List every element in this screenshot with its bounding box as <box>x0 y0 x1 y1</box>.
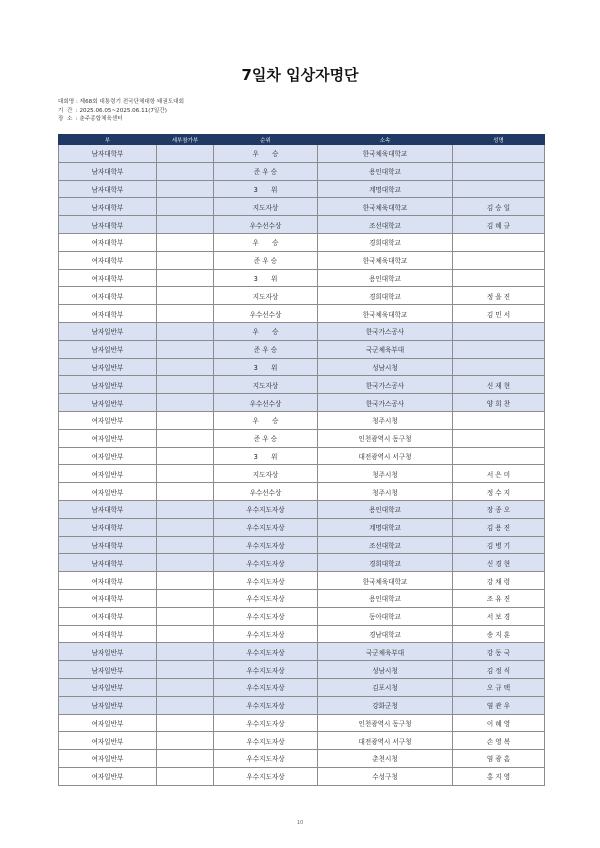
rank-cell: 우 승 <box>214 411 318 429</box>
name-cell <box>453 411 545 429</box>
rank-cell: 우 승 <box>214 145 318 163</box>
team-cell: 한국가스공사 <box>318 376 453 394</box>
rank-cell: 우수지도자상 <box>214 732 318 750</box>
rank-cell: 지도자상 <box>214 376 318 394</box>
sub-division-cell <box>157 216 214 234</box>
division-cell: 남자일반부 <box>59 394 157 412</box>
sub-division-cell <box>157 322 214 340</box>
team-cell: 춘천시청 <box>318 750 453 768</box>
sub-division-cell <box>157 429 214 447</box>
division-cell: 남자대학부 <box>59 145 157 163</box>
header-division: 부 <box>59 135 157 145</box>
table-row <box>59 287 545 305</box>
team-cell: 대전광역시 서구청 <box>318 447 453 465</box>
name-cell: 강 채 령 <box>453 572 545 590</box>
team-cell: 한국체육대학교 <box>318 145 453 163</box>
sub-division-cell <box>157 447 214 465</box>
table-row <box>59 465 545 483</box>
sub-division-cell <box>157 714 214 732</box>
name-cell <box>453 145 545 163</box>
sub-division-cell <box>157 358 214 376</box>
sub-division-cell <box>157 483 214 501</box>
sub-division-cell <box>157 198 214 216</box>
sub-division-cell <box>157 394 214 412</box>
sub-division-cell <box>157 411 214 429</box>
table-row <box>59 625 545 643</box>
name-cell: 장 종 오 <box>453 500 545 518</box>
name-cell: 송 지 훈 <box>453 625 545 643</box>
table-row <box>59 305 545 323</box>
division-cell: 남자대학부 <box>59 500 157 518</box>
sub-division-cell <box>157 162 214 180</box>
page-title: 7일차 입상자명단 <box>241 66 359 84</box>
division-cell: 남자일반부 <box>59 696 157 714</box>
team-cell: 김포시청 <box>318 678 453 696</box>
name-cell: 오 규 택 <box>453 678 545 696</box>
table-row <box>59 678 545 696</box>
table-row <box>59 429 545 447</box>
team-cell: 인천광역시 동구청 <box>318 429 453 447</box>
team-cell: 경희대학교 <box>318 287 453 305</box>
division-cell: 남자대학부 <box>59 180 157 198</box>
team-cell: 인천광역시 동구청 <box>318 714 453 732</box>
sub-division-cell <box>157 536 214 554</box>
name-cell: 강 동 국 <box>453 643 545 661</box>
name-cell: 양 희 찬 <box>453 394 545 412</box>
sub-division-cell <box>157 518 214 536</box>
division-cell: 남자대학부 <box>59 554 157 572</box>
division-cell: 남자대학부 <box>59 198 157 216</box>
sub-division-cell <box>157 376 214 394</box>
rank-cell: 우수지도자상 <box>214 643 318 661</box>
rank-cell: 3 위 <box>214 180 318 198</box>
name-cell: 염 관 우 <box>453 696 545 714</box>
team-cell: 수성구청 <box>318 767 453 785</box>
rank-cell: 준 우 승 <box>214 251 318 269</box>
rank-cell: 우수선수상 <box>214 305 318 323</box>
team-cell: 한국체육대학교 <box>318 251 453 269</box>
event-period-label: 기 간 <box>58 107 73 114</box>
team-cell: 경남대학교 <box>318 625 453 643</box>
division-cell: 남자일반부 <box>59 661 157 679</box>
table-row <box>59 518 545 536</box>
name-cell: 김 혜 규 <box>453 216 545 234</box>
team-cell: 계명대학교 <box>318 518 453 536</box>
team-cell: 국군체육부대 <box>318 340 453 358</box>
header-rank: 순위 <box>214 135 318 145</box>
team-cell: 용인대학교 <box>318 500 453 518</box>
division-cell: 여자일반부 <box>59 429 157 447</box>
sub-division-cell <box>157 340 214 358</box>
table-row <box>59 696 545 714</box>
results-table <box>58 134 545 786</box>
division-cell: 여자대학부 <box>59 607 157 625</box>
sub-division-cell <box>157 589 214 607</box>
rank-cell: 우수지도자상 <box>214 554 318 572</box>
sub-division-cell <box>157 554 214 572</box>
division-cell: 남자일반부 <box>59 340 157 358</box>
team-cell: 한국체육대학교 <box>318 305 453 323</box>
table-row <box>59 572 545 590</box>
sub-division-cell <box>157 661 214 679</box>
division-cell: 여자일반부 <box>59 447 157 465</box>
team-cell: 용인대학교 <box>318 589 453 607</box>
table-row <box>59 714 545 732</box>
sub-division-cell <box>157 607 214 625</box>
table-row <box>59 198 545 216</box>
team-cell: 대전광역시 서구청 <box>318 732 453 750</box>
table-row <box>59 607 545 625</box>
rank-cell: 우수지도자상 <box>214 696 318 714</box>
team-cell: 한국체육대학교 <box>318 572 453 590</box>
event-info <box>58 98 184 124</box>
table-row <box>59 145 545 163</box>
rank-cell: 우수선수상 <box>214 394 318 412</box>
sub-division-cell <box>157 572 214 590</box>
name-cell: 김 병 기 <box>453 536 545 554</box>
team-cell: 국군체육부대 <box>318 643 453 661</box>
rank-cell: 우수지도자상 <box>214 500 318 518</box>
name-cell <box>453 429 545 447</box>
division-cell: 여자일반부 <box>59 767 157 785</box>
rank-cell: 3 위 <box>214 447 318 465</box>
name-cell <box>453 447 545 465</box>
table-row <box>59 180 545 198</box>
division-cell: 여자일반부 <box>59 714 157 732</box>
name-cell: 김 민 서 <box>453 305 545 323</box>
rank-cell: 지도자상 <box>214 287 318 305</box>
table-row <box>59 216 545 234</box>
rank-cell: 우수지도자상 <box>214 572 318 590</box>
rank-cell: 준 우 승 <box>214 429 318 447</box>
table-row <box>59 483 545 501</box>
name-cell <box>453 322 545 340</box>
team-cell: 성남시청 <box>318 358 453 376</box>
division-cell: 남자대학부 <box>59 536 157 554</box>
results-body <box>59 145 545 786</box>
team-cell: 경희대학교 <box>318 233 453 251</box>
rank-cell: 우수지도자상 <box>214 607 318 625</box>
table-row <box>59 358 545 376</box>
division-cell: 남자일반부 <box>59 643 157 661</box>
team-cell: 청주시청 <box>318 411 453 429</box>
name-cell: 신 경 현 <box>453 554 545 572</box>
table-row <box>59 340 545 358</box>
division-cell: 여자대학부 <box>59 305 157 323</box>
table-row <box>59 750 545 768</box>
name-cell: 김 승 일 <box>453 198 545 216</box>
table-row <box>59 661 545 679</box>
team-cell: 용인대학교 <box>318 269 453 287</box>
table-row <box>59 162 545 180</box>
header-name: 성명 <box>453 135 545 145</box>
event-venue-value: 춘주종합체육센터 <box>79 116 123 123</box>
division-cell: 여자일반부 <box>59 483 157 501</box>
division-cell: 남자일반부 <box>59 678 157 696</box>
event-venue-label: 장 소 <box>58 116 73 123</box>
name-cell <box>453 340 545 358</box>
team-cell: 청주시청 <box>318 465 453 483</box>
sub-division-cell <box>157 233 214 251</box>
table-row <box>59 233 545 251</box>
division-cell: 여자일반부 <box>59 732 157 750</box>
team-cell: 동아대학교 <box>318 607 453 625</box>
table-row <box>59 376 545 394</box>
team-cell: 용인대학교 <box>318 162 453 180</box>
event-period-value: 2025.06.05~2025.06.11(7일간) <box>79 107 167 114</box>
sub-division-cell <box>157 180 214 198</box>
rank-cell: 3 위 <box>214 358 318 376</box>
team-cell: 조선대학교 <box>318 216 453 234</box>
table-row <box>59 500 545 518</box>
name-cell: 손 영 복 <box>453 732 545 750</box>
rank-cell: 우수지도자상 <box>214 767 318 785</box>
division-cell: 남자일반부 <box>59 358 157 376</box>
rank-cell: 우수지도자상 <box>214 589 318 607</box>
sub-division-cell <box>157 625 214 643</box>
event-period-row: 기 간 : 2025.06.05~2025.06.11(7일간) <box>58 107 167 114</box>
rank-cell: 우수선수상 <box>214 216 318 234</box>
table-row <box>59 269 545 287</box>
rank-cell: 준 우 승 <box>214 162 318 180</box>
name-cell: 서 은 미 <box>453 465 545 483</box>
name-cell <box>453 180 545 198</box>
division-cell: 여자대학부 <box>59 287 157 305</box>
division-cell: 여자대학부 <box>59 625 157 643</box>
division-cell: 여자일반부 <box>59 750 157 768</box>
team-cell: 한국가스공사 <box>318 394 453 412</box>
sub-division-cell <box>157 750 214 768</box>
sub-division-cell <box>157 767 214 785</box>
table-row <box>59 322 545 340</box>
name-cell <box>453 162 545 180</box>
sub-division-cell <box>157 251 214 269</box>
team-cell: 계명대학교 <box>318 180 453 198</box>
name-cell: 이 혜 영 <box>453 714 545 732</box>
table-row <box>59 447 545 465</box>
table-row <box>59 394 545 412</box>
rank-cell: 우수지도자상 <box>214 536 318 554</box>
division-cell: 여자대학부 <box>59 251 157 269</box>
event-name-row: 대회명 : 제68회 대통령기 전국단체대항 태권도대회 <box>58 99 184 105</box>
rank-cell: 지도자상 <box>214 198 318 216</box>
rank-cell: 지도자상 <box>214 465 318 483</box>
team-cell: 조선대학교 <box>318 536 453 554</box>
sub-division-cell <box>157 732 214 750</box>
team-cell: 청주시청 <box>318 483 453 501</box>
name-cell: 신 재 현 <box>453 376 545 394</box>
event-venue-row: 장 소 : 춘주종합체육센터 <box>58 116 123 123</box>
name-cell: 서 보 경 <box>453 607 545 625</box>
rank-cell: 우수지도자상 <box>214 625 318 643</box>
division-cell: 남자일반부 <box>59 322 157 340</box>
rank-cell: 우수지도자상 <box>214 661 318 679</box>
page-number: 10 <box>296 820 304 826</box>
name-cell: 조 유 진 <box>453 589 545 607</box>
division-cell: 남자대학부 <box>59 216 157 234</box>
rank-cell: 준 우 승 <box>214 340 318 358</box>
team-cell: 한국체육대학교 <box>318 198 453 216</box>
rank-cell: 우수선수상 <box>214 483 318 501</box>
sub-division-cell <box>157 643 214 661</box>
table-row <box>59 411 545 429</box>
division-cell: 여자일반부 <box>59 465 157 483</box>
division-cell: 여자대학부 <box>59 572 157 590</box>
name-cell: 염 광 흠 <box>453 750 545 768</box>
division-cell: 남자대학부 <box>59 518 157 536</box>
name-cell <box>453 251 545 269</box>
sub-division-cell <box>157 500 214 518</box>
sub-division-cell <box>157 305 214 323</box>
team-cell: 강화군청 <box>318 696 453 714</box>
table-row <box>59 732 545 750</box>
division-cell: 여자일반부 <box>59 411 157 429</box>
team-cell: 성남시청 <box>318 661 453 679</box>
sub-division-cell <box>157 465 214 483</box>
division-cell: 남자일반부 <box>59 376 157 394</box>
sub-division-cell <box>157 678 214 696</box>
name-cell: 정 수 지 <box>453 483 545 501</box>
name-cell: 정 을 진 <box>453 287 545 305</box>
rank-cell: 우 승 <box>214 322 318 340</box>
rank-cell: 우수지도자상 <box>214 518 318 536</box>
name-cell: 김 정 식 <box>453 661 545 679</box>
table-row <box>59 251 545 269</box>
division-cell: 여자대학부 <box>59 269 157 287</box>
table-row <box>59 589 545 607</box>
rank-cell: 3 위 <box>214 269 318 287</box>
event-name-value: 제68회 대통령기 전국단체대항 태권도대회 <box>79 99 184 105</box>
header-row <box>59 135 545 145</box>
name-cell: 김 용 진 <box>453 518 545 536</box>
table-row <box>59 767 545 785</box>
header-team: 소속 <box>318 135 453 145</box>
sub-division-cell <box>157 287 214 305</box>
sub-division-cell <box>157 145 214 163</box>
rank-cell: 우수지도자상 <box>214 714 318 732</box>
name-cell <box>453 358 545 376</box>
table-row <box>59 536 545 554</box>
table-row <box>59 643 545 661</box>
name-cell <box>453 269 545 287</box>
team-cell: 경희대학교 <box>318 554 453 572</box>
sub-division-cell <box>157 696 214 714</box>
division-cell: 여자대학부 <box>59 233 157 251</box>
rank-cell: 우 승 <box>214 233 318 251</box>
rank-cell: 우수지도자상 <box>214 750 318 768</box>
rank-cell: 우수지도자상 <box>214 678 318 696</box>
division-cell: 남자대학부 <box>59 162 157 180</box>
division-cell: 여자대학부 <box>59 589 157 607</box>
table-row <box>59 554 545 572</box>
name-cell: 홍 지 영 <box>453 767 545 785</box>
sub-division-cell <box>157 269 214 287</box>
event-name-label: 대회명 <box>58 99 75 105</box>
team-cell: 한국가스공사 <box>318 322 453 340</box>
name-cell <box>453 233 545 251</box>
header-sub-division: 세부참가부 <box>157 135 214 145</box>
